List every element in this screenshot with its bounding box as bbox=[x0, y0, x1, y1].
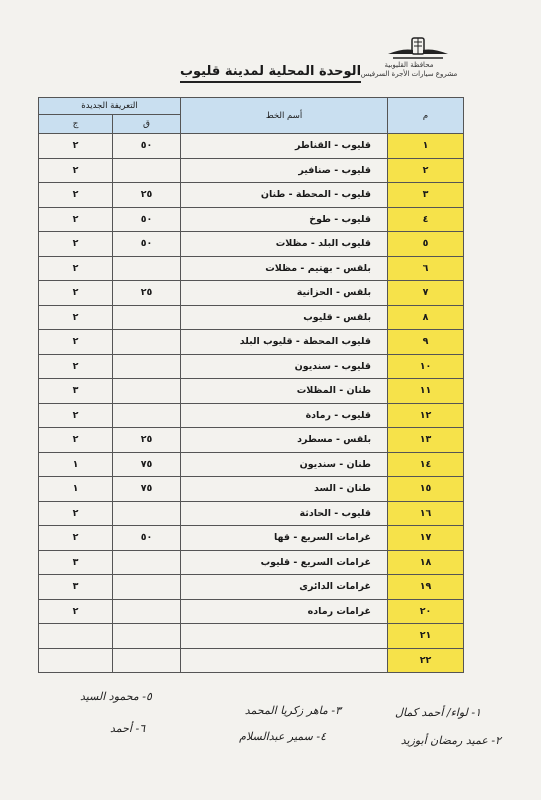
signature-4: ٤- سمير عبدالسلام bbox=[239, 730, 326, 743]
row-number: ١٩ bbox=[388, 575, 464, 600]
row-number: ١٢ bbox=[388, 403, 464, 428]
fare-piasters bbox=[113, 354, 181, 379]
line-name: غرامات رماده bbox=[181, 599, 388, 624]
governorate-logo bbox=[383, 34, 453, 64]
table-row bbox=[39, 158, 464, 183]
fare-piasters bbox=[113, 599, 181, 624]
row-number: ١٠ bbox=[388, 354, 464, 379]
fare-piasters: ٢٥ bbox=[113, 428, 181, 453]
fare-piasters: ٧٥ bbox=[113, 452, 181, 477]
table-row bbox=[39, 207, 464, 232]
header-new-fare: التعريفة الجديدة bbox=[39, 98, 181, 115]
fare-pounds: ٢ bbox=[39, 501, 113, 526]
fare-piasters bbox=[113, 256, 181, 281]
signature-6: ٦- أحمد bbox=[110, 722, 146, 735]
row-number: ٣ bbox=[388, 183, 464, 208]
fare-pounds: ٢ bbox=[39, 158, 113, 183]
signature-2: ٢- عميد رمضان أبوزيد bbox=[400, 734, 501, 747]
row-number: ٥ bbox=[388, 232, 464, 257]
table-row bbox=[39, 305, 464, 330]
line-name bbox=[181, 648, 388, 673]
fare-table bbox=[38, 97, 464, 673]
table-row bbox=[39, 526, 464, 551]
fare-pounds: ٢ bbox=[39, 330, 113, 355]
row-number: ١٧ bbox=[388, 526, 464, 551]
table-row bbox=[39, 452, 464, 477]
fare-pounds: ٢ bbox=[39, 256, 113, 281]
line-name bbox=[181, 624, 388, 649]
table-row bbox=[39, 330, 464, 355]
row-number: ١٤ bbox=[388, 452, 464, 477]
row-number: ٢ bbox=[388, 158, 464, 183]
row-number: ٩ bbox=[388, 330, 464, 355]
line-name: غرامات السريع - قها bbox=[181, 526, 388, 551]
fare-piasters bbox=[113, 648, 181, 673]
fare-piasters bbox=[113, 305, 181, 330]
fare-piasters bbox=[113, 158, 181, 183]
line-name: غرامات الدائرى bbox=[181, 575, 388, 600]
line-name: بلقس - الحزانية bbox=[181, 281, 388, 306]
signature-1: ١- لواء/ أحمد كمال bbox=[394, 706, 481, 719]
org-subtitle: مشروع سيارات الأجرة السرفيس bbox=[360, 70, 458, 78]
header-piasters: ق bbox=[113, 115, 181, 134]
fare-piasters: ٥٠ bbox=[113, 526, 181, 551]
table-row bbox=[39, 183, 464, 208]
fare-piasters bbox=[113, 330, 181, 355]
fare-pounds bbox=[39, 624, 113, 649]
table-row bbox=[39, 501, 464, 526]
fare-pounds: ٢ bbox=[39, 232, 113, 257]
line-name: قليوب البلد - مظلات bbox=[181, 232, 388, 257]
line-name: قليوب المحطة - قليوب البلد bbox=[181, 330, 388, 355]
signature-3: ٣- ماهر زكريا المحمد bbox=[244, 704, 341, 717]
header-pounds: ج bbox=[39, 115, 113, 134]
line-name: طنان - المظلات bbox=[181, 379, 388, 404]
fare-piasters bbox=[113, 550, 181, 575]
fare-pounds: ٢ bbox=[39, 428, 113, 453]
fare-pounds: ٢ bbox=[39, 305, 113, 330]
table-body bbox=[39, 134, 464, 673]
line-name: غرامات السريع - قليوب bbox=[181, 550, 388, 575]
fare-pounds: ٢ bbox=[39, 599, 113, 624]
line-name: بلقس - قليوب bbox=[181, 305, 388, 330]
row-number: ٦ bbox=[388, 256, 464, 281]
line-name: قليوب - المحطة - طنان bbox=[181, 183, 388, 208]
fare-pounds: ٢ bbox=[39, 281, 113, 306]
table-row bbox=[39, 550, 464, 575]
row-number: ٨ bbox=[388, 305, 464, 330]
row-number: ١٣ bbox=[388, 428, 464, 453]
line-name: طنان - السد bbox=[181, 477, 388, 502]
fare-piasters: ٥٠ bbox=[113, 232, 181, 257]
fare-pounds: ٣ bbox=[39, 550, 113, 575]
table-row bbox=[39, 403, 464, 428]
row-number: ٢١ bbox=[388, 624, 464, 649]
fare-piasters: ٥٠ bbox=[113, 207, 181, 232]
line-name: قليوب - سنديون bbox=[181, 354, 388, 379]
fare-pounds bbox=[39, 648, 113, 673]
row-number: ١٦ bbox=[388, 501, 464, 526]
fare-piasters bbox=[113, 575, 181, 600]
fare-piasters bbox=[113, 501, 181, 526]
table-row bbox=[39, 134, 464, 159]
fare-piasters: ٥٠ bbox=[113, 134, 181, 159]
row-number: ١٥ bbox=[388, 477, 464, 502]
line-name: بلقس - مسطرد bbox=[181, 428, 388, 453]
line-name: قليوب - رمادة bbox=[181, 403, 388, 428]
fare-piasters: ٧٥ bbox=[113, 477, 181, 502]
line-name: طنان - سنديون bbox=[181, 452, 388, 477]
table-row bbox=[39, 354, 464, 379]
line-name: قليوب - الحادثة bbox=[181, 501, 388, 526]
table-row bbox=[39, 575, 464, 600]
fare-pounds: ٢ bbox=[39, 403, 113, 428]
fare-pounds: ٢ bbox=[39, 183, 113, 208]
fare-pounds: ١ bbox=[39, 477, 113, 502]
fare-pounds: ٢ bbox=[39, 354, 113, 379]
org-name: محافظة القليوبية bbox=[384, 61, 434, 69]
line-name: قليوب - صنافير bbox=[181, 158, 388, 183]
fare-pounds: ٢ bbox=[39, 134, 113, 159]
fare-pounds: ١ bbox=[39, 452, 113, 477]
fare-piasters bbox=[113, 379, 181, 404]
fare-pounds: ٣ bbox=[39, 379, 113, 404]
fare-pounds: ٣ bbox=[39, 575, 113, 600]
fare-piasters: ٢٥ bbox=[113, 183, 181, 208]
fare-pounds: ٢ bbox=[39, 526, 113, 551]
row-number: ٧ bbox=[388, 281, 464, 306]
table-row bbox=[39, 648, 464, 673]
table-row bbox=[39, 281, 464, 306]
line-name: قليوب - طوخ bbox=[181, 207, 388, 232]
row-number: ٢٢ bbox=[388, 648, 464, 673]
row-number: ١ bbox=[388, 134, 464, 159]
table-row bbox=[39, 428, 464, 453]
row-number: ٤ bbox=[388, 207, 464, 232]
fare-piasters bbox=[113, 624, 181, 649]
row-number: ١٨ bbox=[388, 550, 464, 575]
fare-piasters bbox=[113, 403, 181, 428]
table-row bbox=[39, 256, 464, 281]
fare-pounds: ٢ bbox=[39, 207, 113, 232]
table-row bbox=[39, 477, 464, 502]
signature-5: ٥- محمود السيد bbox=[80, 690, 152, 703]
table-row bbox=[39, 232, 464, 257]
header-number: م bbox=[388, 98, 464, 134]
table-row bbox=[39, 379, 464, 404]
header-line-name: أسم الخط bbox=[181, 98, 388, 134]
table-row bbox=[39, 624, 464, 649]
row-number: ١١ bbox=[388, 379, 464, 404]
row-number: ٢٠ bbox=[388, 599, 464, 624]
fare-piasters: ٢٥ bbox=[113, 281, 181, 306]
line-name: بلقس - بهتيم - مظلات bbox=[181, 256, 388, 281]
line-name: قليوب - القناطر bbox=[181, 134, 388, 159]
table-row bbox=[39, 599, 464, 624]
page-title: الوحدة المحلية لمدينة قليوب bbox=[0, 64, 541, 79]
